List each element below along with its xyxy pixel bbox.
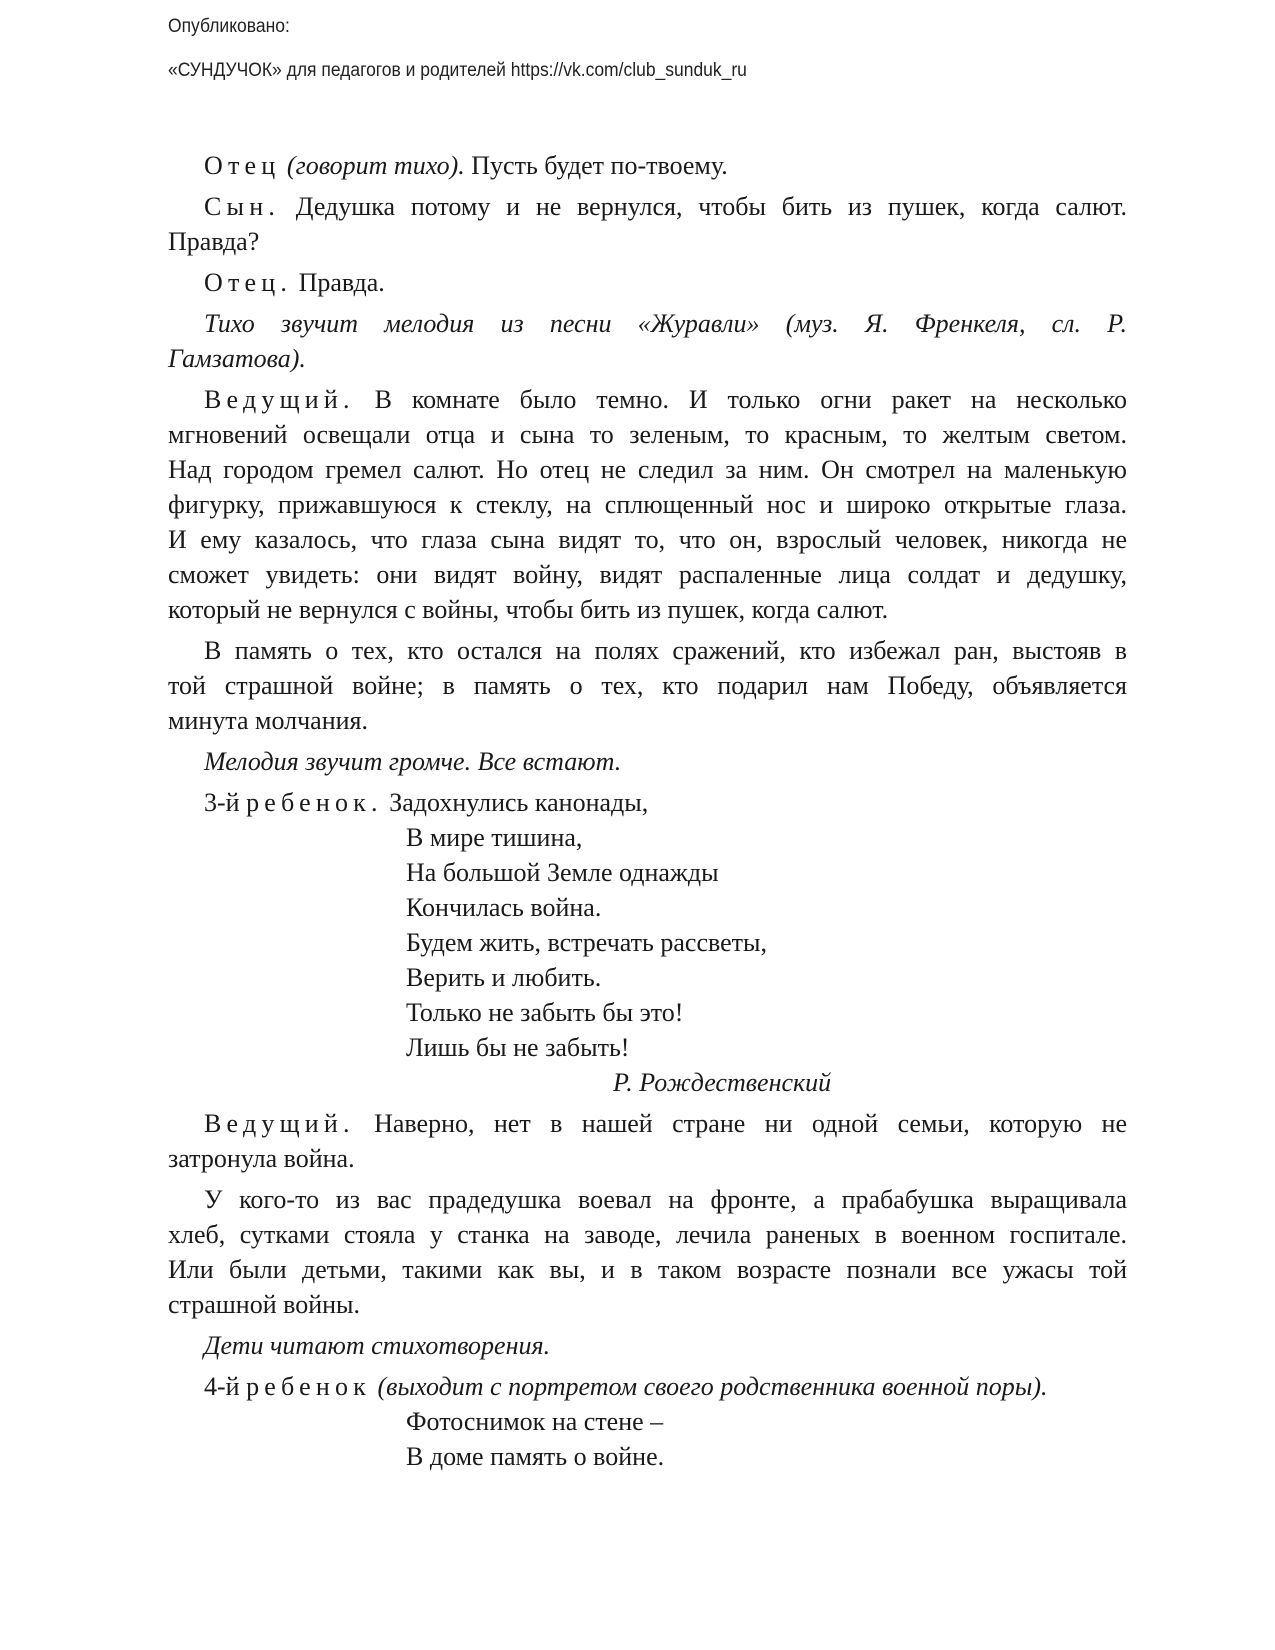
text-line — [168, 1252, 1127, 1287]
text-segment: сможет увидеть: они видят войну, видят распаленные лица солдат и дедушку, — [168, 560, 1127, 589]
text-segment: Правда? — [168, 227, 260, 256]
text-line — [168, 925, 1127, 960]
text-line — [168, 224, 1127, 259]
speaker-name: Ведущий. — [204, 1109, 355, 1138]
paragraph — [168, 744, 1127, 779]
text-segment: Будем жить, встречать рассветы, — [406, 928, 767, 957]
published-label: Опубликовано: — [168, 16, 290, 37]
paragraph — [168, 633, 1127, 738]
text-segment: Верить и любить. — [406, 963, 602, 992]
verse-stanza — [168, 820, 1127, 1065]
text-segment: На большой Земле однажды — [406, 858, 719, 887]
paragraph — [168, 1369, 1127, 1404]
stage-direction: (говорит тихо). — [280, 151, 465, 180]
text-line — [168, 341, 1127, 376]
speaker-name: Отец. — [204, 268, 293, 297]
text-line — [168, 1141, 1127, 1176]
text-segment: Дедушка потому и не вернулся, чтобы бить из пушек, когда салют. — [280, 192, 1127, 221]
paragraph — [168, 382, 1127, 627]
text-line — [168, 744, 1127, 779]
stage-direction: (выходит с портретом своего родственника военной поры). — [371, 1372, 1048, 1401]
text-line — [168, 487, 1127, 522]
text-line — [168, 452, 1127, 487]
paragraph — [168, 1182, 1127, 1322]
text-line — [168, 148, 1127, 183]
text-line — [168, 1287, 1127, 1322]
paragraph — [168, 785, 1127, 820]
text-segment: Задохнулись канонады, — [382, 788, 649, 817]
speaker-name: ребенок. — [246, 788, 383, 817]
text-segment: В мире тишина, — [406, 823, 583, 852]
text-line — [168, 1182, 1127, 1217]
text-segment: Наверно, нет в нашей стране ни одной семьи, которую не — [354, 1109, 1127, 1138]
paragraph — [168, 1328, 1127, 1363]
text-segment: Фотоснимок на стене – — [406, 1407, 664, 1436]
source-line: «СУНДУЧОК» для педагогов и родителей https://vk.com/club_sunduk_ru — [168, 60, 747, 81]
document-body — [168, 148, 1127, 1474]
text-line — [168, 1217, 1127, 1252]
text-segment: минута молчания. — [168, 706, 368, 735]
text-line — [168, 306, 1127, 341]
text-line — [168, 633, 1127, 668]
stage-direction: Гамзатова). — [168, 344, 306, 373]
verse-stanza — [168, 1404, 1127, 1474]
text-segment: хлеб, сутками стояла у станка на заводе, лечила раненых в военном госпитале. — [168, 1220, 1127, 1249]
text-segment: который не вернулся с войны, чтобы бить из пушек, когда салют. — [168, 595, 889, 624]
text-line — [168, 668, 1127, 703]
text-line — [168, 557, 1127, 592]
stage-direction: Тихо звучит мелодия из песни «Журавли» (муз. Я. Френкеля, сл. Р. — [204, 309, 1127, 338]
text-line — [168, 1065, 1127, 1100]
text-segment: 4-й — [204, 1372, 247, 1401]
text-segment: У кого-то из вас прадедушка воевал на фронте, а прабабушка выращивала — [204, 1185, 1127, 1214]
paragraph — [168, 265, 1127, 300]
paragraph — [168, 148, 1127, 183]
text-segment: Только не забыть бы это! — [406, 998, 684, 1027]
text-segment: В доме память о войне. — [406, 1442, 665, 1471]
text-segment: Лишь бы не забыть! — [406, 1033, 630, 1062]
text-segment: В комнате было темно. И только огни ракет на несколько — [354, 385, 1127, 414]
text-segment: той страшной войне; в память о тех, кто подарил нам Победу, объявляется — [168, 671, 1127, 700]
text-line — [168, 1328, 1127, 1363]
text-line — [168, 785, 1127, 820]
text-line — [168, 995, 1127, 1030]
text-segment: страшной войны. — [168, 1290, 361, 1319]
text-segment: 3-й — [204, 788, 247, 817]
text-line — [168, 522, 1127, 557]
text-segment: затронула война. — [168, 1144, 355, 1173]
text-segment: Пусть будет по-твоему. — [464, 151, 728, 180]
speaker-name: Отец — [204, 151, 281, 180]
text-line — [168, 592, 1127, 627]
poem-author — [168, 1065, 1127, 1100]
paragraph — [168, 306, 1127, 376]
text-segment: мгновений освещали отца и сына то зеленым, то красным, то желтым светом. — [168, 420, 1127, 449]
text-line — [168, 382, 1127, 417]
text-line — [168, 1439, 1127, 1474]
text-segment: В память о тех, кто остался на полях сражений, кто избежал ран, выстояв в — [204, 636, 1127, 665]
paragraph — [168, 189, 1127, 259]
text-line — [168, 855, 1127, 890]
text-segment: Или были детьми, такими как вы, и в таком возрасте познали все ужасы той — [168, 1255, 1127, 1284]
text-line — [168, 703, 1127, 738]
speaker-name: ребенок — [246, 1372, 371, 1401]
text-segment: Над городом гремел салют. Но отец не следил за ним. Он смотрел на маленькую — [168, 455, 1127, 484]
paragraph — [168, 1106, 1127, 1176]
stage-direction: Дети читают стихотворения. — [204, 1331, 551, 1360]
text-segment: фигурку, прижавшуюся к стеклу, на сплющенный нос и широко открытые глаза. — [168, 490, 1127, 519]
speaker-name: Сын. — [204, 192, 281, 221]
text-segment: И ему казалось, что глаза сына видят то, что он, взрослый человек, никогда не — [168, 525, 1127, 554]
text-line — [168, 820, 1127, 855]
speaker-name: Ведущий. — [204, 385, 355, 414]
text-line — [168, 189, 1127, 224]
text-line — [168, 960, 1127, 995]
text-line — [168, 1369, 1127, 1404]
text-segment: Кончилась война. — [406, 893, 602, 922]
stage-direction: Р. Рождественский — [613, 1068, 832, 1097]
text-line — [168, 1106, 1127, 1141]
text-segment: Правда. — [292, 268, 385, 297]
text-line — [168, 1404, 1127, 1439]
stage-direction: Мелодия звучит громче. Все встают. — [204, 747, 622, 776]
text-line — [168, 1030, 1127, 1065]
text-line — [168, 417, 1127, 452]
text-line — [168, 890, 1127, 925]
text-line — [168, 265, 1127, 300]
